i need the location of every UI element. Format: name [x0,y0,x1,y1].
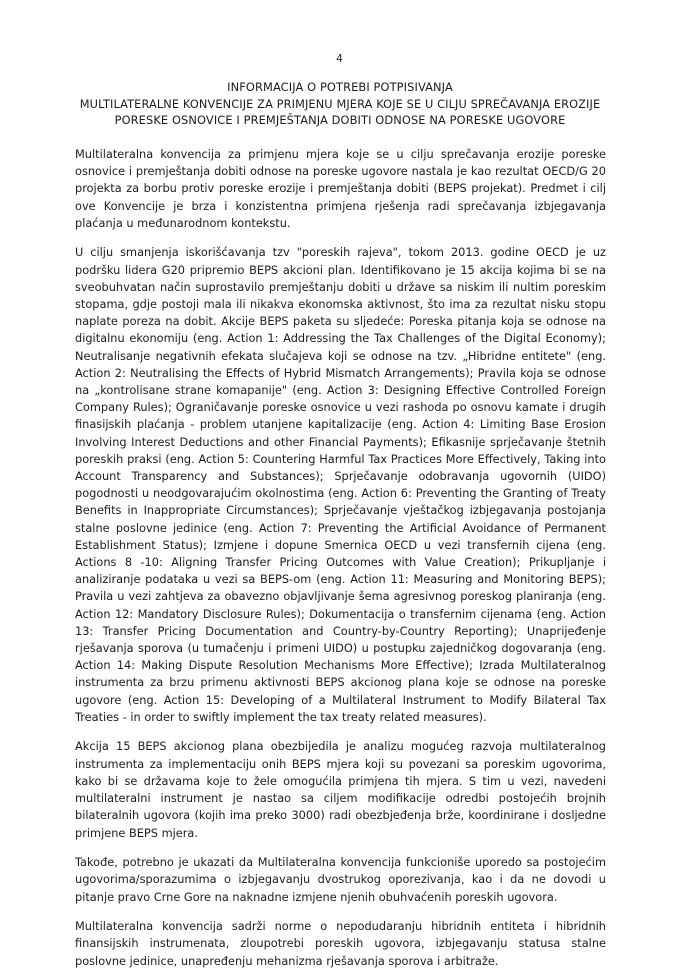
document-title [80,79,600,129]
paragraph-1: Multilateralna konvencija za primjenu mjera koje se u cilju sprečavanja erozije poreske osnovice i premještanja dobiti odnose na poreske ugovore nastala je kao rezultat OECD/G 20 projekta za borbu protiv poreske erozije i premještanja dobiti (BEPS projekat). Predmet i cilj ove Konvencije je brza i konzistentna primjena rješenja radi sprečavanja izbjegavanja plaćanja u međunarodnom kontekstu. [75,147,606,230]
page-number: 4 [336,53,343,65]
document-body [75,146,606,970]
paragraph-5: Multilateralna konvencija sadrži norme o nepodudaranju hibridnih entiteta i hibridnih finansijskih instrumenata, zloupotrebi poreskih ugovora, izbjegavanju statusa stalne poslovne jedinice, unapređenju mehanizma rješavanja sporova i arbitraže. [75,919,606,968]
paragraph-2: U cilju smanjenja iskorišćavanja tzv "poreskih rajeva", tokom 2013. godine OECD je uz podršku lidera G20 pripremio BEPS akcioni plan. Identifikovano je 15 akcija kojima bi se na sveobuhvatan način suprostavilo premještanju dobiti u države sa niskim ili nultim poreskim stopama, gdje postoji mala ili nikakva ekonomska aktivnost, što ima za rezultat nisku stopu naplate poreza na dobit. Akcije BEPS paketa su sljedeće: Poreska pitanja koja se odnose na digitalnu ekonomiju (eng. Action 1: Addressing the Tax Challenges of the Digital Economy); Neutralisanje negativnih efekata slučajeva koji se odnose na tzv. „Hibridne entitete" (eng. Action 2: Neutralising the Effects of Hybrid Mismatch Arrangements); Pravila koja se odnose na „kontrolisane strane komapanije" (eng. Action 3: Designing Effective Controlled Foreign Company Rules); Ograničavanje poreske osnovice u vezi rashoda po osnovu kamate i drugih finasijskih plaćanja - problem utanjene kapitalizacije (eng. Action 4: Limiting Base Erosion Involving Interest Deductions and other Financial Payments); Efikasnije sprječavanje štetnih poreskih praksi (eng. Action 5: Countering Harmful Tax Practices More Effectively, Taking into Account Transparency and Substances); Sprječavanje odobravanja ugovornih (UIDO) pogodnosti u neodgovarajućim okolnostima (eng. Action 6: Preventing the Granting of Treaty Benefits in Inappropriate Circumstances); Sprječavanje vještačkog izbjegavanja postojanja stalne poslovne jedinice (eng. Action 7: Preventing the Artificial Avoidance of Permanent Establishment Status); Izmjene i dopune Smernica OECD u vezi transfernih cijena (eng. Actions 8 -10: Aligning Transfer Pricing Outcomes with Value Creation); Prikupljanje i analiziranje podataka u vezi sa BEPS-om (eng. Action 11: Measuring and Monitoring BEPS); Pravila u vezi zahtjeva za obavezno objavljivanje šema agresivnog poreskog planiranja (eng. Action 12: Mandatory Disclosure Rules); Dokumentacija o transfernim cijenama (eng. Action 13: Transfer Pricing Documentation and Country-by-Country Reporting); Unaprijeđenje rješavanja sporova (u tumačenju i primeni UIDO) u postupku zajedničkog dogovaranja (eng. Action 14: Making Dispute Resolution Mechanisms More Effective); Izrada Multilateralnog instrumenta za brzu primenu aktivnosti BEPS akcionog plana koje se odnose na poreske ugovore (eng. Action 15: Developing of a Multilateral Instrument to Modify Bilateral Tax Treaties - in order to swiftly implement the tax treaty related measures). [75,245,606,724]
title-line-3: PORESKE OSNOVICE I PREMJEŠTANJA DOBITI ODNOSE NA PORESKE UGOVORE [114,113,566,128]
title-line-1: INFORMACIJA O POTREBI POTPISIVANJA [227,80,453,94]
paragraph-3: Akcija 15 BEPS akcionog plana obezbijedila je analizu mogućeg razvoja multilateralnog instrumenta za implementaciju onih BEPS mjera koji su povezani sa poreskim ugovorima, kako bi se državama koje to žele omogućila primjena tih mjera. S tim u vezi, navedeni multilateralni instrument je nastao sa ciljem modifikacije odredbi postojećih brojnih bilateralnih ugovora (kojih ima preko 3000) radi obezbjeđenja brže, koordinirane i dosljedne primjene BEPS mjera. [75,739,606,840]
paragraph-4: Takođe, potrebno je ukazati da Multilateralna konvencija funkcioniše uporedo sa postojećim ugovorima/sporazumima o izbjegavanju dvostrukog oporezivanja, kao i da ne dovodi u pitanje pravo Crne Gore na naknadne izmjene njenih obuhvaćenih poreskih ugovora. [75,855,606,904]
title-line-2: MULTILATERALNE KONVENCIJE ZA PRIMJENU MJERA KOJE SE U CILJU SPREČAVANJA EROZIJE [79,96,601,111]
